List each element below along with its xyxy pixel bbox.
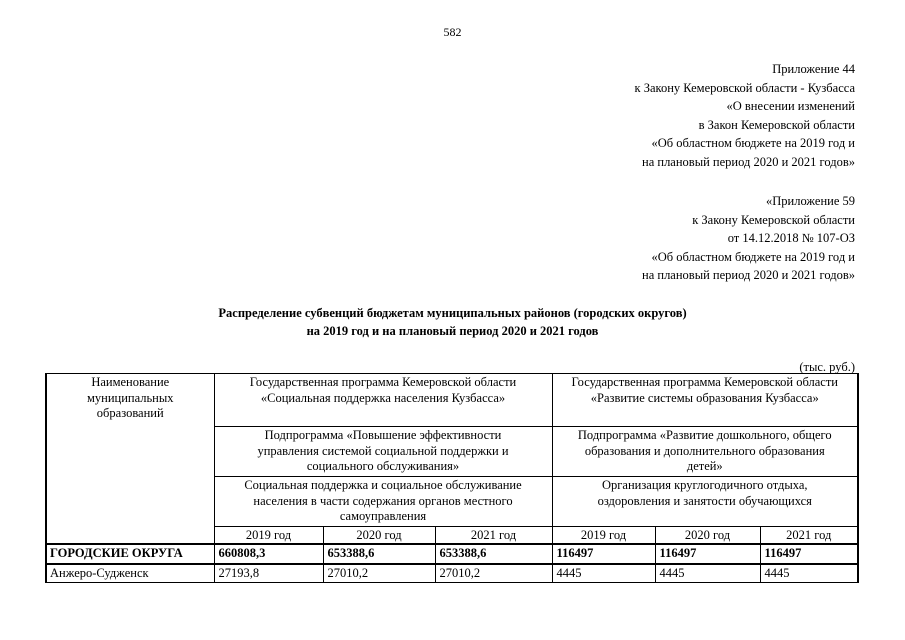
appendix-line: «Об областном бюджете на 2019 год и xyxy=(651,136,855,151)
title-line: на 2019 год и на плановый период 2020 и 2021 годов xyxy=(306,324,599,338)
value-cell: 4445 xyxy=(760,564,858,583)
name-header-line: Наименование xyxy=(91,375,170,389)
year-header: 2020 год xyxy=(655,527,760,545)
year-header: 2020 год xyxy=(323,527,435,545)
activity-2-header xyxy=(552,477,858,527)
value-cell: 4445 xyxy=(655,564,760,583)
table-row xyxy=(46,564,858,583)
value-cell: 653388,6 xyxy=(323,544,435,564)
activity-line: Социальная поддержка и социальное обслуживание xyxy=(244,478,522,492)
value-cell: 27010,2 xyxy=(323,564,435,583)
value-cell: 27010,2 xyxy=(435,564,552,583)
value-cell: 660808,3 xyxy=(214,544,323,564)
appendix-line: «Об областном бюджете на 2019 год и xyxy=(651,249,855,264)
name-header-line: образований xyxy=(96,406,164,420)
program-2-header xyxy=(552,374,858,427)
row-name-cell: Анжеро-Судженск xyxy=(46,564,214,583)
year-header: 2019 год xyxy=(214,527,323,545)
appendix-line: «Приложение 59 xyxy=(766,194,855,208)
appendix-line: к Закону Кемеровской области xyxy=(692,212,855,227)
value-cell: 4445 xyxy=(552,564,655,583)
appendix-line: в Закон Кемеровской области xyxy=(698,117,855,132)
subprogram-line: образования и дополнительного образования xyxy=(584,443,825,458)
appendix-line: к Закону Кемеровской области - Кузбасса xyxy=(634,80,855,95)
subprogram-2-header xyxy=(552,427,858,477)
subprogram-1-header xyxy=(214,427,552,477)
table-row xyxy=(46,544,858,564)
subprogram-line: социального обслуживания» xyxy=(306,459,460,473)
program-line: «Развитие системы образования Кузбасса» xyxy=(590,390,819,405)
value-cell: 116497 xyxy=(552,544,655,564)
appendix-44-block xyxy=(635,60,856,172)
program-1-header xyxy=(214,374,552,427)
activity-line: оздоровления и занятости обучающихся xyxy=(597,493,812,508)
value-cell: 653388,6 xyxy=(435,544,552,564)
program-line: Государственная программа Кемеровской области xyxy=(571,375,838,389)
subprogram-line: детей» xyxy=(686,459,723,473)
value-cell: 116497 xyxy=(760,544,858,564)
activity-line: населения в части содержания органов местного xyxy=(253,493,513,508)
activity-1-header xyxy=(214,477,552,527)
subprogram-line: Подпрограмма «Развитие дошкольного, общего xyxy=(577,428,832,442)
header-row-program xyxy=(46,374,858,427)
units-label: (тыс. руб.) xyxy=(799,360,855,374)
program-line: «Социальная поддержка населения Кузбасса» xyxy=(260,390,506,405)
year-header: 2019 год xyxy=(552,527,655,545)
year-header: 2021 год xyxy=(435,527,552,545)
value-cell: 27193,8 xyxy=(214,564,323,583)
appendix-line: от 14.12.2018 № 107-ОЗ xyxy=(727,231,855,246)
program-line: Государственная программа Кемеровской области xyxy=(249,375,517,389)
appendix-line: на плановый период 2020 и 2021 годов» xyxy=(642,268,855,283)
year-header: 2021 год xyxy=(760,527,858,545)
page-number: 582 xyxy=(443,25,462,39)
row-name-cell: ГОРОДСКИЕ ОКРУГА xyxy=(46,544,214,564)
title-line: Распределение субвенций бюджетам муниципальных районов (городских округов) xyxy=(218,306,687,320)
appendix-line: «О внесении изменений xyxy=(726,99,855,114)
activity-line: Организация круглогодичного отдыха, xyxy=(602,478,808,492)
subprogram-line: управления системой социальной поддержки и xyxy=(257,443,509,458)
document-title xyxy=(0,304,905,340)
appendix-59-block xyxy=(642,192,855,285)
value-cell: 116497 xyxy=(655,544,760,564)
activity-line: самоуправления xyxy=(339,509,427,523)
subventions-table xyxy=(45,373,859,583)
name-header-line: муниципальных xyxy=(86,390,174,405)
appendix-line: Приложение 44 xyxy=(772,62,855,76)
subprogram-line: Подпрограмма «Повышение эффективности xyxy=(264,428,502,442)
appendix-line: на плановый период 2020 и 2021 годов» xyxy=(642,154,855,169)
name-column-header xyxy=(46,374,214,545)
